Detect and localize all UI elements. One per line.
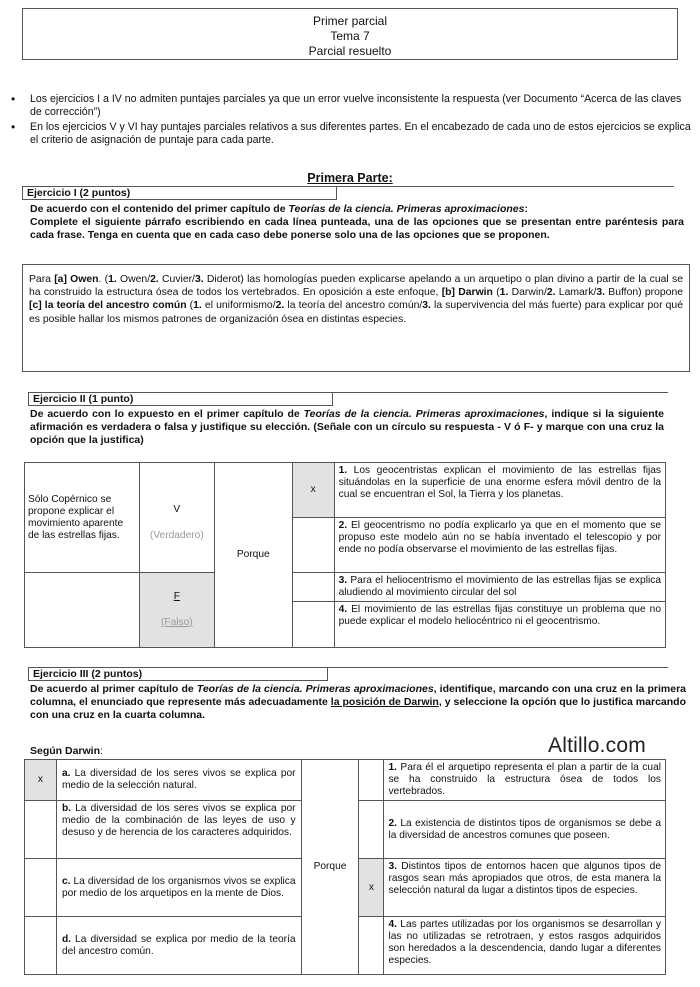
ex2-mark-4[interactable] [292,602,334,648]
exam-header [22,8,678,60]
ex2-mark-2[interactable] [292,518,334,573]
ex3-left-option-c: c. La diversidad de los organismos vivos se explica por medio de los arquetipos en la mente de Dios. [56,859,301,917]
ex2-option-4: 4. El movimiento de las estrellas fijas constituye un problema que no puede explicar el modelo heliocéntrico ni el geocentrismo. [334,602,665,648]
ex1-title: Ejercicio I (2 puntos) [22,186,337,200]
exam-subtitle: Parcial resuelto [308,44,392,58]
ex3-left-mark-d[interactable] [25,917,57,975]
instructions-list [8,93,693,149]
altillo-watermark: Altillo.com [548,734,646,757]
exam-tema: Tema 7 [330,29,370,43]
ex3-left-option-a: a. La diversidad de los seres vivos se explica por medio de la selección natural. [56,760,301,801]
ex2-mark-3[interactable] [292,573,334,602]
ex2-statement: Sólo Copérnico se propone explicar el movimiento aparente de las estrellas fijas. [25,463,140,573]
ex1-title-rule [337,186,674,187]
ex2-false-option[interactable] [139,573,214,648]
instruction-item: • En los ejercicios V y VI hay puntajes parciales relativos a sus diferentes partes. En el encabezado de cada uno de estos ejercicios se explica el criterio de asignación de puntaje para cada parte. [8,121,693,147]
ex3-right-option-2: 2. La existencia de distintos tipos de organismos se debe a la diversidad de ancestros comunes que poseen. [384,801,666,859]
ex3-right-mark-1[interactable] [359,760,384,801]
ex3-left-mark-b[interactable] [25,801,57,859]
ex2-table [24,462,666,648]
ex2-option-3: 3. Para el heliocentrismo el movimiento de las estrellas fijas se explica aludiendo al movimiento circular del sol [334,573,665,602]
ex2-title: Ejercicio II (1 punto) [28,392,333,406]
ex3-instructions: De acuerdo al primer capítulo de Teorías de la ciencia. Primeras aproximaciones, identifique, marcando con una cruz en la primera columna, el enunciado que represente más adecuadamente la posición de Darwin, y seleccione la opción que lo justifica marcando con una cruz en la cuarta columna. [30,683,686,721]
ex3-title: Ejercicio III (2 puntos) [28,667,328,681]
instruction-item: • Los ejercicios I a IV no admiten puntajes parciales ya que un error vuelve inconsistente la respuesta (ver Documento “Acerca de las claves de corrección”) [8,93,693,119]
ex3-title-rule [328,667,668,668]
ex3-left-option-d: d. La diversidad se explica por medio de la teoría del ancestro común. [56,917,301,975]
segun-darwin-label: Según Darwin: [30,745,103,757]
ex2-instructions: De acuerdo con lo expuesto en el primer capítulo de Teorías de la ciencia. Primeras aproximaciones, indique si la siguiente afirmación es verdadera o falsa y justifique su elección. (Señale con un círculo su respuesta - V ó F- y marque con una cruz la opción que la justifica) [30,408,664,446]
ex3-left-option-b: b. La diversidad de los seres vivos se explica por medio de la combinación de las leyes de uso y desuso y de herencia de los caracteres adquiridos. [56,801,301,859]
part-title: Primera Parte: [307,171,393,185]
ex3-right-mark-2[interactable] [359,801,384,859]
ex3-right-mark-3[interactable]: x [359,859,384,917]
ex1-paragraph: Para [a] Owen. (1. Owen/2. Cuvier/3. Diderot) las homologías pueden explicarse apelando a un arquetipo o plan divino a partir de la cual se ha construido la estructura ósea de todos los vertebrados. En oposición a este enfoque, [b] Darwin (1. Darwin/2. Lamark/3. Buffon) propone [c] la teoría del ancestro común (1. el uniformismo/2. la teoría del ancestro común/3. la supervivencia del más fuerte) para explicar por qué es posible hallar los mismos patrones de organización ósea en distintas especies. [22,264,690,372]
ex2-title-rule [333,392,668,393]
ex2-porque: Porque [214,463,292,648]
ex3-porque: Porque [301,760,359,975]
ex1-instructions: De acuerdo con el contenido del primer capítulo de Teorías de la ciencia. Primeras aproximaciones: Complete el siguiente párrafo escribiendo en cada línea punteada, una de las opciones que se presentan entre paréntesis para cada frase. Tenga en cuenta que en cada caso debe ponerse solo una de las opciones que se proponen. [30,203,684,241]
true-sublabel: (Verdadero) [149,529,204,541]
ex3-table [24,759,666,975]
true-label: V [173,503,181,515]
exam-title: Primer parcial [312,14,387,28]
ex3-left-mark-a[interactable]: x [25,760,57,801]
false-sublabel: (Falso) [160,617,193,628]
ex2-true-option[interactable] [139,463,214,573]
ex3-left-mark-c[interactable] [25,859,57,917]
ex2-statement-cont [25,573,140,648]
ex2-option-2: 2. El geocentrismo no podía explicarlo ya que en el momento que se propuso este modelo aún no se había inventado el telescopio y por ende no podía observarse el movimiento de las estrellas fijas. [334,518,665,573]
ex3-right-option-4: 4. Las partes utilizadas por los organismos se desarrollan y las no utilizadas se retrotraen, y estos rasgos adquiridos son heredados a la descendencia, dando lugar a diferentes especies. [384,917,666,975]
false-label: F [173,591,180,602]
ex2-option-1: 1. Los geocentristas explican el movimiento de las estrellas fijas situándolas en la superficie de una enorme esfera móvil dentro de la cual se encuentran el Sol, la Tierra y los planetas. [334,463,665,518]
ex2-mark-1[interactable]: x [292,463,334,518]
ex3-right-option-1: 1. Para él el arquetipo representa el plan a partir de la cual se ha construido la estructura ósea de todos los vertebrados. [384,760,666,801]
ex3-right-mark-4[interactable] [359,917,384,975]
ex3-right-option-3: 3. Distintos tipos de entornos hacen que algunos tipos de rasgos sean más apropiados que otros, de esta manera la selección natural da lugar a distintos tipos de especies. [384,859,666,917]
